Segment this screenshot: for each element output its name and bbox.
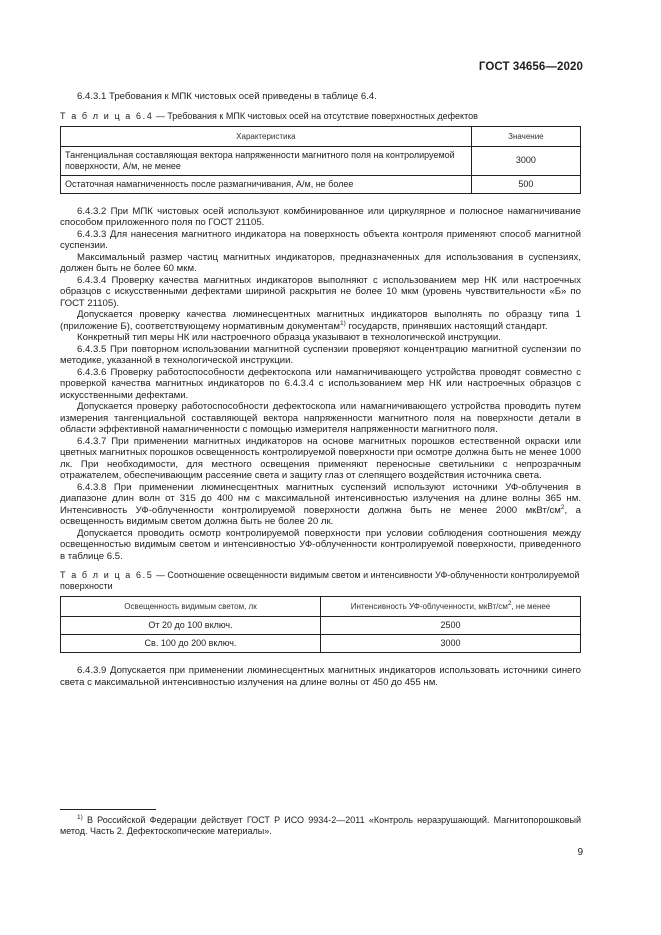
footnote-divider (60, 809, 156, 810)
paragraph-6-4-3-4: 6.4.3.4 Проверку качества магнитных индикаторов выполняют с использованием мер НК или настроечных образцов с искусственными дефектами шириной раскрытия не более 10 мкм (уровень чувствительности «Б» по ГОСТ 21105). (60, 274, 581, 309)
document-body (60, 91, 581, 688)
paragraph-allowed-inspection: Допускается проводить осмотр контролируемой поверхности при условии соблюдения соотношения между освещенностью видимым светом и интенсивностью УФ-облученности контролируемой поверхности, приведенного в таблице 6.5. (60, 527, 581, 562)
paragraph-6-4-3-9: 6.4.3.9 Допускается при применении люминесцентных магнитных индикаторов использовать источники синего света с максимальной интенсивностью излучения на длине волны от 450 до 455 нм. (60, 665, 581, 688)
column-header-uv-intensity (321, 597, 581, 617)
column-header-visible-light: Освещенность видимым светом, лк (61, 597, 321, 617)
table-cell-characteristic: Остаточная намагниченность после размагничивания, А/м, не более (61, 175, 472, 193)
table-cell-visible-light: Св. 100 до 200 включ. (61, 635, 321, 653)
footnote (60, 815, 581, 837)
paragraph-6-4-3-1: 6.4.3.1 Требования к МПК чистовых осей приведены в таблице 6.4. (77, 91, 377, 102)
paragraph-text-part: Допускается проверку качества люминесцентных магнитных индикаторов выполнять по образцу типа 1 (приложение Б), соответствующему нормативным документам (60, 309, 581, 332)
table-row (61, 635, 581, 653)
table-cell-visible-light: От 20 до 100 включ. (61, 617, 321, 635)
paragraph-6-4-3-7: 6.4.3.7 При применении магнитных индикаторов на основе магнитных порошков естественной окраски или цветных магнитных порошков освещенность контролируемой поверхности при осмотре должна быть не менее 1000 лк. При необходимости, для местного освещения применяют переносные светильники с непрозрачным отражателем, обеспечивающим рассеяние света и защиту глаз от слепящего воздействия источника света. (60, 435, 581, 481)
table-header-row (61, 597, 581, 617)
column-header-characteristic: Характеристика (61, 126, 472, 146)
superscript: 2 (507, 600, 512, 607)
header-text-part: , не менее (511, 602, 551, 611)
paragraph-allowed-operability-check: Допускается проверку работоспособности дефектоскопа или намагничивающего устройства проводить путем измерения тангенциальной составляющей вектора напряженности магнитного поля на поверхности детали в области эффективной намагниченности с помощью измерителя напряженности магнитного поля. (60, 401, 581, 435)
paragraph-6-4-3-3: 6.4.3.3 Для нанесения магнитного индикатора на поверхность объекта контроля применяют способ магнитной суспензии. (60, 228, 581, 251)
paragraph-6-4-3-6: 6.4.3.6 Проверку работоспособности дефектоскопа или намагничивающего устройства проводят совместно с проверкой качества магнитных индикаторов по 6.4.3.4 с использованием мер НК или настроечных образцов с искусственными дефектами. (60, 366, 581, 401)
superscript: 2 (560, 503, 565, 511)
paragraph-text-part: , а освещенность видимым светом должна быть не более 20 лк. (60, 504, 582, 527)
footnote-mark: 1) (77, 814, 83, 821)
table-cell-value: 3000 (471, 146, 580, 175)
paragraph-6-4-3-2: 6.4.3.2 При МПК чистовых осей используют комбинированное или циркулярное и полюсное намагничивание способом приложенного поля по ГОСТ 21105. (60, 205, 581, 228)
table-cell-uv-intensity: 2500 (321, 617, 581, 635)
table-6-4-label: Т а б л и ц а 6.4 (60, 110, 154, 121)
table-6-4-caption (60, 111, 581, 122)
table-6-5 (60, 596, 581, 653)
table-row (61, 175, 581, 193)
table-6-4-title: — Требования к МПК чистовых осей на отсутствие поверхностных дефектов (153, 110, 478, 121)
table-row (61, 617, 581, 635)
table-6-5-label: Т а б л и ц а 6.5 (60, 570, 154, 580)
table-cell-characteristic: Тангенциальная составляющая вектора напряженности магнитного поля на контролируемой поверхности, А/м, не менее (61, 146, 472, 175)
paragraph-max-particle-size: Максимальный размер частиц магнитных индикаторов, предназначенных для использования в суспензиях, должен быть не более 60 мкм. (60, 251, 581, 274)
paragraph-text-part: государств, принявших настоящий стандарт. (345, 320, 548, 332)
column-header-value: Значение (471, 126, 580, 146)
footnote-reference: 1) (340, 319, 346, 327)
table-cell-value: 500 (471, 175, 580, 193)
table-6-5-title: — Соотношение освещенности видимым светом и интенсивности УФ-облученности контролируемой поверхности (60, 570, 580, 591)
paragraph-6-4-3-5: 6.4.3.5 При повторном использовании магнитной суспензии проверяют концентрацию магнитной суспензии по методике, указанной в технологической инструкции. (60, 343, 581, 366)
document-id-header: ГОСТ 34656—2020 (478, 61, 583, 73)
paragraph-6-4-3-8 (60, 482, 581, 528)
paragraph-allowed-quality-check (60, 309, 581, 332)
header-text-part: Интенсивность УФ-облученности, мкВт/см (350, 602, 508, 611)
paragraph-text-part: 6.4.3.8 При применении люминесцентных магнитных суспензий используют источники УФ-облучения в диапазоне длин волн от 315 до 400 нм с максимальной интенсивностью излучения на длине волны 365 нм. Интенсивность УФ-облученности контролируемой поверхности должна быть не менее 2000 мкВт/см (60, 481, 581, 516)
table-row (61, 146, 581, 175)
footnote-text: В Российской Федерации действует ГОСТ Р ИСО 9934-2—2011 «Контроль неразрушающий. Магнитопорошковый метод. Часть 2. Дефектоскопические материалы». (60, 815, 581, 836)
page-number: 9 (577, 847, 583, 858)
table-cell-uv-intensity: 3000 (321, 635, 581, 653)
table-header-row (61, 126, 581, 146)
table-6-5-caption (60, 570, 581, 592)
paragraph-sample-type: Конкретный тип меры НК или настроечного образца указывают в технологической инструкции. (77, 332, 501, 343)
table-6-4 (60, 126, 581, 194)
